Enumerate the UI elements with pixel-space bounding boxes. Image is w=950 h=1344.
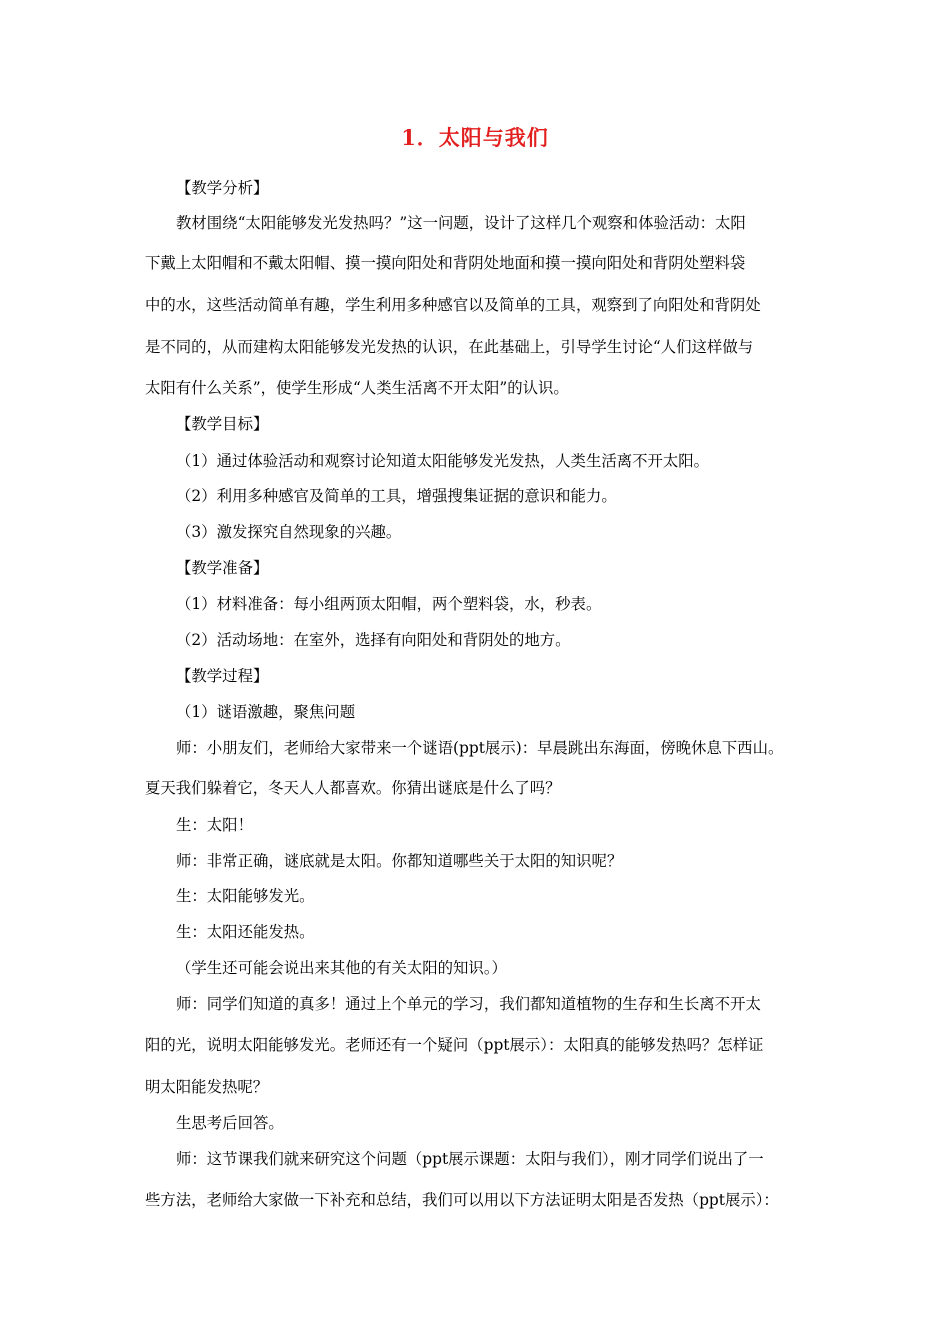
paragraph-line: 下戴上太阳帽和不戴太阳帽、摸一摸向阳处和背阴处地面和摸一摸向阳处和背阴处塑料袋 (145, 254, 746, 272)
section-heading-process: 【教学过程】 (176, 667, 269, 685)
dialogue-line: 生：太阳！ (176, 816, 253, 834)
section-heading-objectives: 【教学目标】 (176, 415, 269, 433)
paragraph-line: 师：这节课我们就来研究这个问题（ppt展示课题：太阳与我们），刚才同学们说出了一 (176, 1150, 764, 1168)
paragraph-line: 是不同的，从而建构太阳能够发光发热的认识，在此基础上，引导学生讨论“人们这样做与 (145, 338, 754, 356)
paragraph-line: 些方法，老师给大家做一下补充和总结，我们可以用以下方法证明太阳是否发热（ppt展示）： (145, 1191, 779, 1209)
paragraph-line: 夏天我们躲着它，冬天人人都喜欢。你猜出谜底是什么了吗？ (145, 779, 561, 797)
list-item: （2）利用多种感官及简单的工具，增强搜集证据的意识和能力。 (176, 487, 617, 505)
section-heading-preparation: 【教学准备】 (176, 559, 269, 577)
paragraph-line: 教材围绕“太阳能够发光发热吗？”这一问题，设计了这样几个观察和体验活动：太阳 (176, 214, 746, 232)
paragraph-line: 师：小朋友们，老师给大家带来一个谜语(ppt展示)：早晨跳出东海面，傍晚休息下西山。 (176, 739, 784, 757)
dialogue-line: 生：太阳还能发热。 (176, 923, 315, 941)
dialogue-line: （学生还可能会说出来其他的有关太阳的知识。） (176, 959, 507, 977)
section-heading-analysis: 【教学分析】 (176, 179, 269, 197)
dialogue-line: 生思考后回答。 (176, 1114, 284, 1132)
list-item: （1）材料准备：每小组两顶太阳帽，两个塑料袋，水，秒表。 (176, 595, 602, 613)
list-item: （2）活动场地：在室外，选择有向阳处和背阴处的地方。 (176, 631, 571, 649)
list-item: （1）通过体验活动和观察讨论知道太阳能够发光发热，人类生活离不开太阳。 (176, 452, 710, 470)
paragraph-line: 阳的光，说明太阳能够发光。老师还有一个疑问（ppt展示）：太阳真的能够发热吗？怎样证 (145, 1036, 764, 1054)
dialogue-line: 生：太阳能够发光。 (176, 887, 315, 905)
paragraph-line: 师：同学们知道的真多！通过上个单元的学习，我们都知道植物的生存和生长离不开太 (176, 995, 761, 1013)
list-item: （3）激发探究自然现象的兴趣。 (176, 523, 402, 541)
subheading: （1）谜语激趣，聚焦问题 (176, 703, 356, 721)
paragraph-line: 太阳有什么关系”，使学生形成“人类生活离不开太阳”的认识。 (145, 379, 569, 397)
dialogue-line: 师：非常正确，谜底就是太阳。你都知道哪些关于太阳的知识呢？ (176, 852, 623, 870)
document-title: 1．太阳与我们 (401, 125, 549, 150)
paragraph-line: 明太阳能发热呢？ (145, 1078, 269, 1096)
paragraph-line: 中的水，这些活动简单有趣，学生利用多种感官以及简单的工具，观察到了向阳处和背阴处 (145, 296, 761, 314)
